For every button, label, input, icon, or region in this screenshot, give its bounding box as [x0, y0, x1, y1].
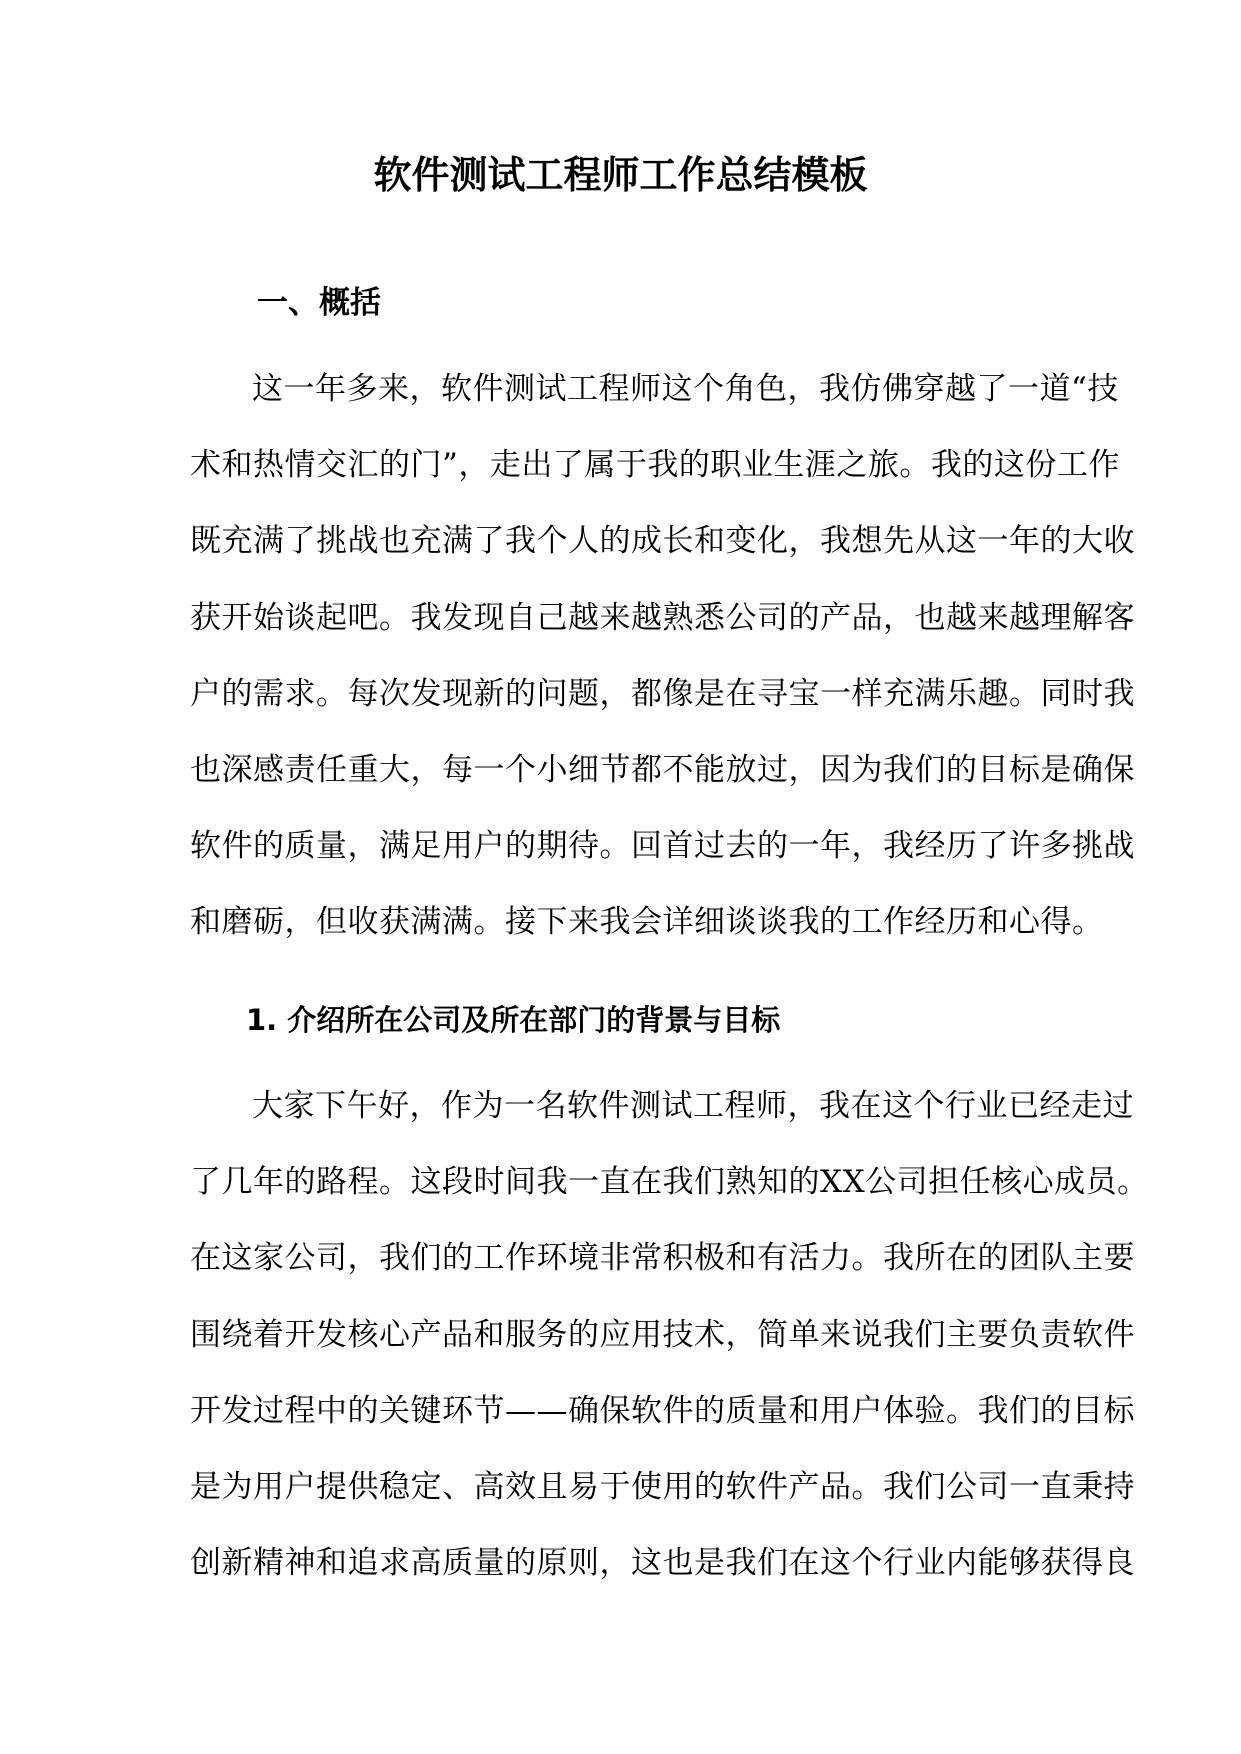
paragraph-line: 是为用户提供稳定、高效且易于使用的软件产品。我们公司一直秉持	[190, 1469, 1135, 1506]
paragraph-line: 获开始谈起吧。我发现自己越来越熟悉公司的产品，也越来越理解客	[190, 599, 1135, 636]
section-heading: 一、概括	[257, 285, 381, 321]
paragraph-line: 开发过程中的关键环节——确保软件的质量和用户体验。我们的目标	[190, 1392, 1135, 1429]
paragraph-line: 大家下午好，作为一名软件测试工程师，我在这个行业已经走过	[252, 1088, 1134, 1124]
paragraph-line: 也深感责任重大，每一个小细节都不能放过，因为我们的目标是确保	[190, 752, 1135, 789]
subsection-heading: 1. 介绍所在公司及所在部门的背景与目标	[246, 1003, 781, 1037]
paragraph-line: 户的需求。每次发现新的问题，都像是在寻宝一样充满乐趣。同时我	[190, 675, 1135, 712]
paragraph-line: 了几年的路程。这段时间我一直在我们熟知的XX公司担任核心成员。	[190, 1164, 1149, 1201]
paragraph-line: 创新精神和追求高质量的原则，这也是我们在这个行业内能够获得良	[190, 1545, 1135, 1582]
paragraph-line: 软件的质量，满足用户的期待。回首过去的一年，我经历了许多挑战	[190, 828, 1135, 865]
paragraph-line: 术和热情交汇的门”，走出了属于我的职业生涯之旅。我的这份工作	[190, 447, 1120, 484]
overview-paragraph	[190, 351, 1135, 961]
document-title: 软件测试工程师工作总结模板	[373, 152, 868, 197]
paragraph-line: 围绕着开发核心产品和服务的应用技术，简单来说我们主要负责软件	[190, 1316, 1135, 1353]
paragraph-line: 既充满了挑战也充满了我个人的成长和变化，我想先从这一年的大收	[190, 523, 1135, 560]
paragraph-line: 和磨砺，但收获满满。接下来我会详细谈谈我的工作经历和心得。	[190, 904, 1104, 941]
paragraph-line: 这一年多来，软件测试工程师这个角色，我仿佛穿越了一道“技	[252, 371, 1119, 407]
company-background-paragraph	[190, 1068, 1149, 1601]
paragraph-line: 在这家公司，我们的工作环境非常积极和有活力。我所在的团队主要	[190, 1240, 1135, 1277]
